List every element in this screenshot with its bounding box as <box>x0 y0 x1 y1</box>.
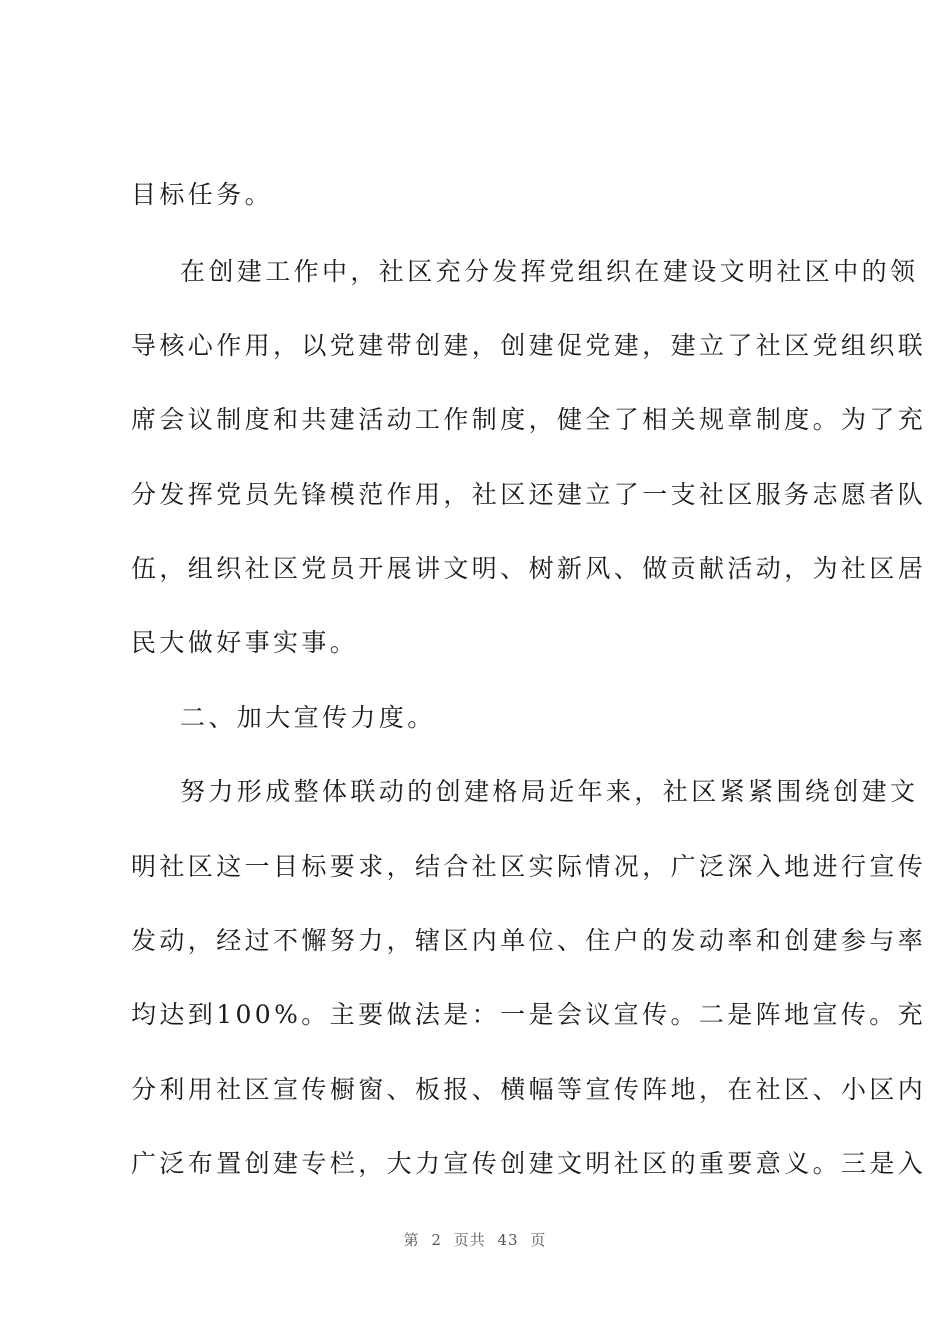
text-line: 广泛布置创建专栏，大力宣传创建文明社区的重要意义。三是入 <box>131 1149 927 1178</box>
text-line: 分发挥党员先锋模范作用，社区还建立了一支社区服务志愿者队 <box>131 480 927 509</box>
text-line: 导核心作用，以党建带创建，创建促党建，建立了社区党组织联 <box>131 331 927 360</box>
text-line: 明社区这一目标要求，结合社区实际情况，广泛深入地进行宣传 <box>131 852 927 881</box>
text-line: 席会议制度和共建活动工作制度，健全了相关规章制度。为了充 <box>131 405 927 434</box>
text-line: 伍，组织社区党员开展讲文明、树新风、做贡献活动，为社区居 <box>131 554 927 583</box>
text-line: 均达到100%。主要做法是：一是会议宣传。二是阵地宣传。充 <box>131 1000 927 1029</box>
text-line: 发动，经过不懈努力，辖区内单位、住户的发动率和创建参与率 <box>131 926 927 955</box>
section-heading: 二、加大宣传力度。 <box>180 703 436 732</box>
page-number-footer: 第 2 页共 43 页 <box>403 1231 547 1249</box>
text-line: 目标任务。 <box>131 180 274 209</box>
text-line: 民大做好事实事。 <box>131 628 359 657</box>
text-line: 努力形成整体联动的创建格局近年来，社区紧紧围绕创建文 <box>180 777 919 806</box>
text-line: 分利用社区宣传橱窗、板报、横幅等宣传阵地，在社区、小区内 <box>131 1075 927 1104</box>
text-line: 在创建工作中，社区充分发挥党组织在建设文明社区中的领 <box>180 257 919 286</box>
